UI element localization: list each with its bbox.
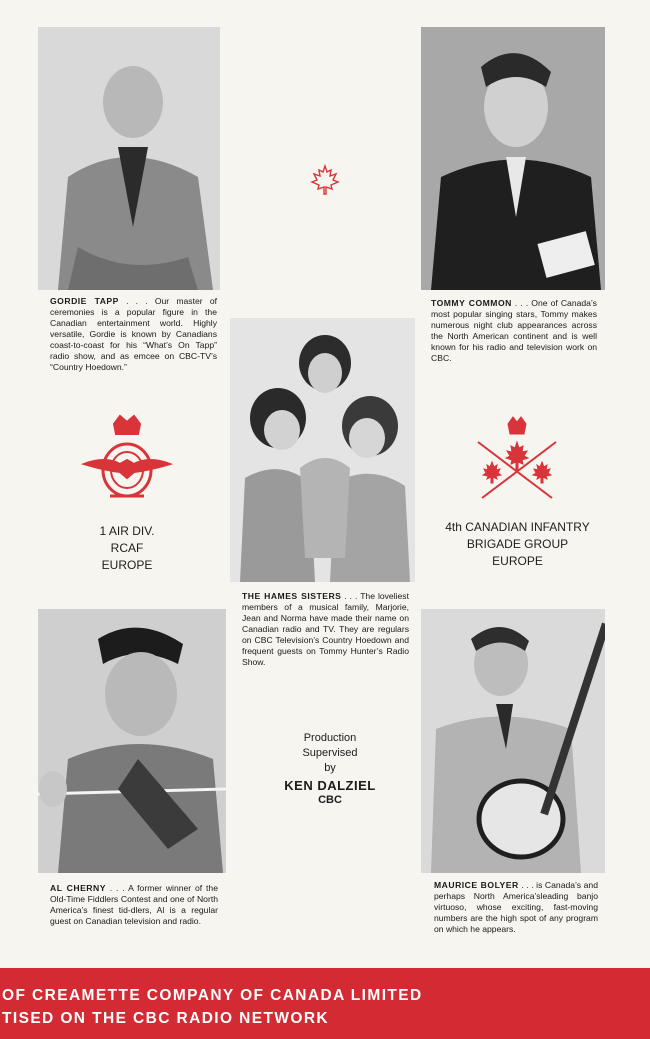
performer-description: Our master of ceremonies is a popular figure in the Canadian entertainment world. Highly versatile, Gordie is known by Canadians coast-to-coast for his “What’s On Tapp” radio show, and as emcee on CBC-TV’s “Country Hoedown.” [50,296,217,372]
performer-name: THE HAMES SISTERS [242,591,342,601]
caption-gordie-tapp: GORDIE TAPP . . . Our master of ceremonies is a popular figure in the Canadian entertainment world. Highly versatile, Gordie is known by Canadians coast-to-coast for his “What’s On Tapp” radio show, and as emcee on CBC-TV’s “Country Hoedown.” [50,296,217,372]
caption-maurice-bolyer: MAURICE BOLYER . . . is Canada’s and perhaps North America’sleading banjo virtuoso, whose exciting, fast-moving numbers are the high spot of any program on which he appears. [434,880,598,934]
performer-name: MAURICE BOLYER [434,880,519,890]
production-line: by [324,762,336,774]
caption-tommy-common: TOMMY COMMON . . . One of Canada’s most popular singing stars, Tommy makes numerous night club appearances across the North American continent and is well known for his radio and television work on CBC. [431,298,597,363]
performer-description: is Canada’s and perhaps North America’sleading banjo virtuoso, whose exciting, fast-moving numbers are the high spot of any program on which he appears. [434,880,598,934]
caption-al-cherny: AL CHERNY . . . A former winner of the Old-Time Fiddlers Contest and one of North America’s finest tid-dlers, Al is a regular guest on Canadian television and radio. [50,883,218,926]
production-line: Production [303,732,357,744]
photo-gordie-tapp [38,27,220,290]
performer-name: AL CHERNY [50,883,106,893]
unit-line: BRIGADE GROUP [466,537,569,551]
rcaf-eagle-crest-icon [80,412,174,506]
producer-name: KEN DALZIEL [284,778,376,793]
caption-hames-sisters: THE HAMES SISTERS . . . The loveliest members of a musical family, Marjorie, Jean and Norma have made their name on Canadian radio and TV. They are regulars on CBC Television’s Country Hoedown and frequent guests on Tommy Hunter’s Radio Show. [242,591,409,667]
sponsor-footer [0,968,650,1039]
unit-rcaf [62,523,192,574]
unit-line: RCAF [110,541,144,555]
photo-maurice-bolyer [421,609,605,873]
photo-al-cherny [38,609,226,873]
performer-name: GORDIE TAPP [50,296,119,306]
performer-description: A former winner of the Old-Time Fiddlers Contest and one of North America’s finest tid-dlers, Al is a regular guest on Canadian television and radio. [50,883,218,926]
production-line: Supervised [302,747,358,759]
footer-line-1: OF CREAMETTE COMPANY OF CANADA LIMITED [2,987,423,1004]
footer-line-2: TISED ON THE CBC RADIO NETWORK [2,1010,330,1027]
unit-infantry [430,519,605,570]
infantry-crossed-swords-maple-icon [472,414,562,502]
unit-line: EUROPE [101,558,153,572]
photo-tommy-common [421,27,605,290]
unit-line: 4th CANADIAN INFANTRY [445,520,590,534]
performer-name: TOMMY COMMON [431,298,512,308]
performer-description: One of Canada’s most popular singing stars, Tommy makes numerous night club appearances across the North American continent and is well known for his radio and television work on CBC. [431,298,597,363]
photo-hames-sisters [230,318,415,582]
production-credit [260,731,400,808]
maple-leaf-icon [309,164,341,196]
unit-line: 1 AIR DIV. [99,524,155,538]
producer-org: CBC [318,794,342,806]
unit-line: EUROPE [492,554,543,568]
performer-description: The loveliest members of a musical family, Marjorie, Jean and Norma have made their name on Canadian radio and TV. They are regulars on CBC Television’s Country Hoedown and frequent guests on Tommy Hunter’s Radio Show. [242,591,409,667]
